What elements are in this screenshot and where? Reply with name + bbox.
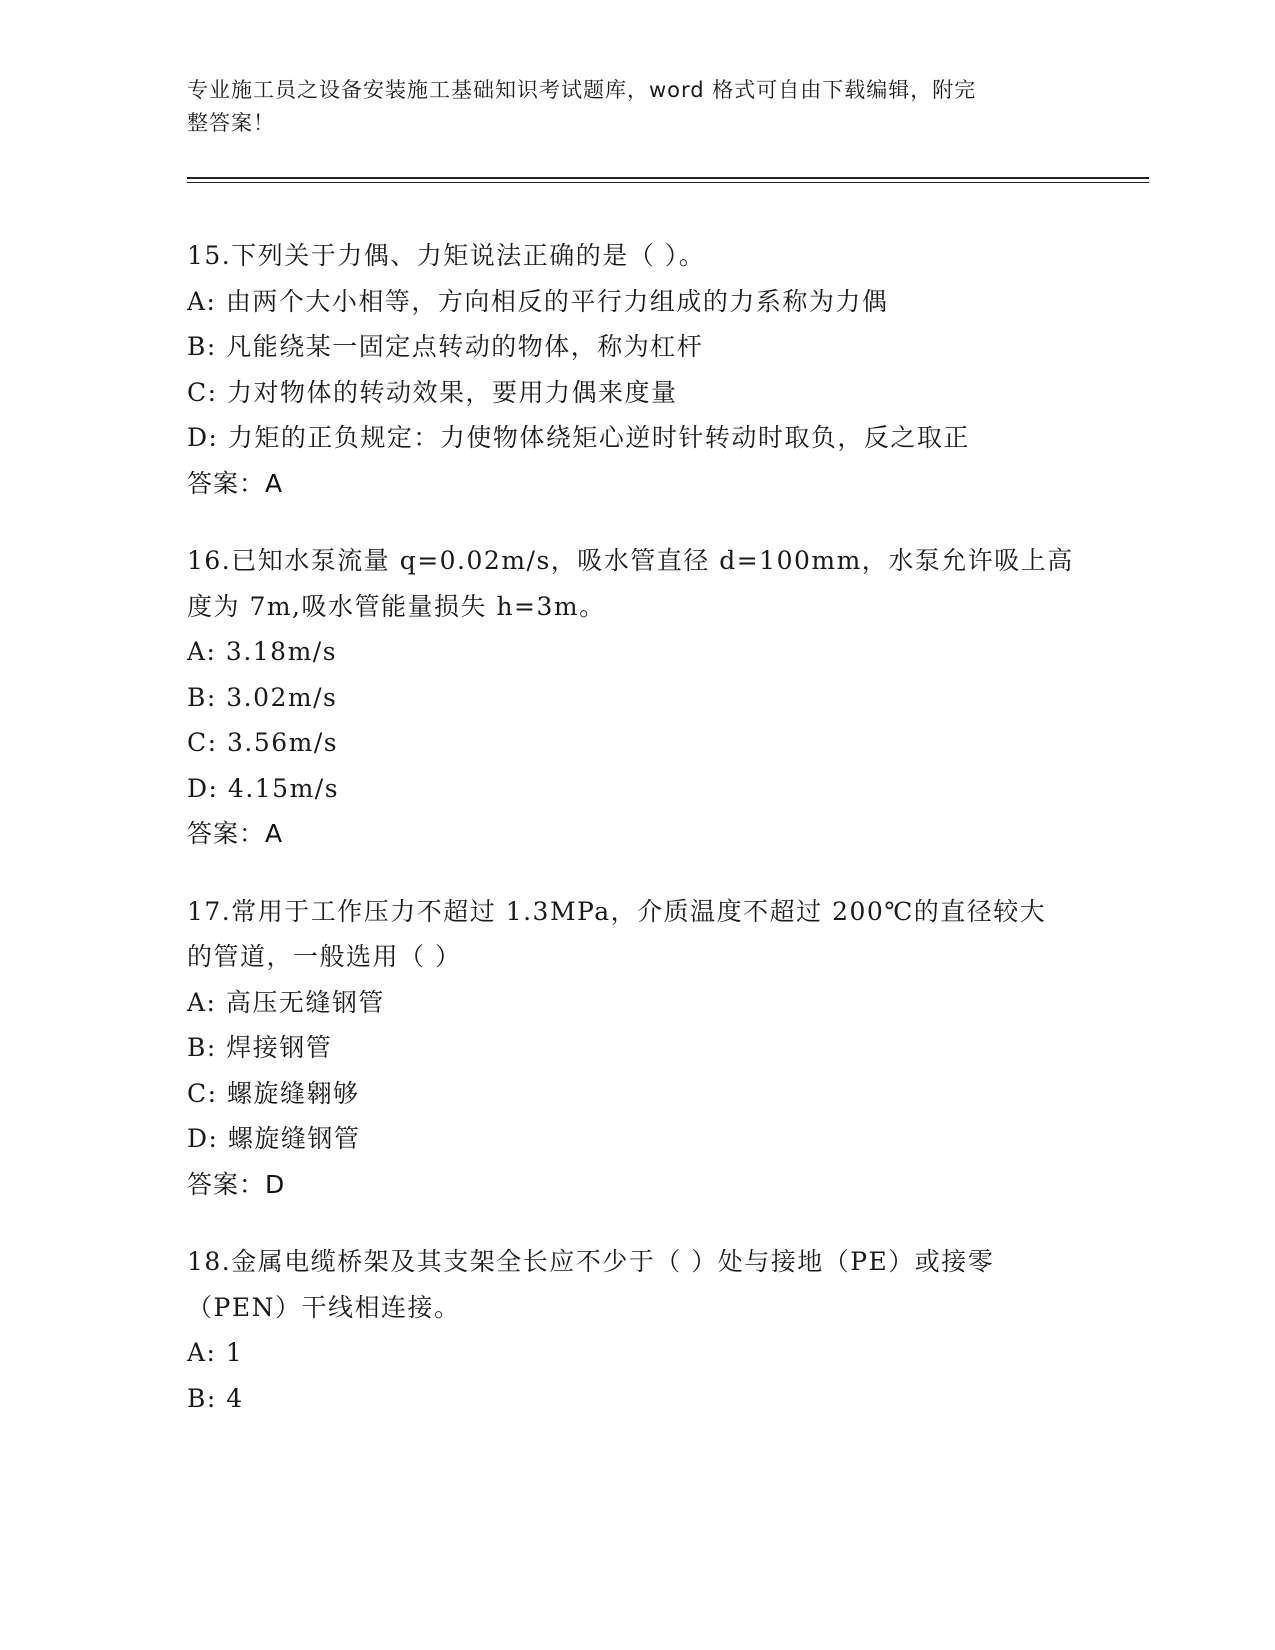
question-stem: 15.下列关于力偶、力矩说法正确的是（ ）。 xyxy=(187,241,706,270)
question-stem-line-2: （PEN）干线相连接。 xyxy=(187,1292,461,1322)
answer-line: 答案：A xyxy=(187,468,284,498)
option-a: A: 高压无缝钢管 xyxy=(187,987,385,1017)
option-b: B: 3.02m/s xyxy=(187,682,338,712)
question-stem-line-2: 的管道，一般选用（ ） xyxy=(187,942,462,971)
header-divider-thin xyxy=(187,182,1149,183)
header-line-1: 专业施工员之设备安装施工基础知识考试题库，word 格式可自由下载编辑，附完 xyxy=(187,78,977,102)
option-a: A: 1 xyxy=(187,1338,244,1367)
option-b: B: 4 xyxy=(187,1383,244,1413)
question-15 xyxy=(187,233,1087,506)
question-list xyxy=(187,233,1087,1453)
option-b: B: 凡能绕某一固定点转动的物体，称为杠杆 xyxy=(187,332,704,361)
question-stem-line-1: 18.金属电缆桥架及其支架全长应不少于（ ）处与接地（PE）或接零 xyxy=(187,1247,995,1276)
option-a: A: 3.18m/s xyxy=(187,637,338,666)
option-c: C: 螺旋缝翱够 xyxy=(187,1078,360,1108)
option-c: C: 3.56m/s xyxy=(187,728,339,757)
option-b: B: 焊接钢管 xyxy=(187,1033,333,1062)
question-stem-line-1: 17.常用于工作压力不超过 1.3MPa，介质温度不超过 200℃的直径较大 xyxy=(187,896,1047,926)
option-d: D: 4.15m/s xyxy=(187,773,340,803)
option-c: C: 力对物体的转动效果，要用力偶来度量 xyxy=(187,377,678,407)
answer-line: 答案：A xyxy=(187,819,284,848)
document-header xyxy=(187,74,1067,140)
option-d: D: 螺旋缝钢管 xyxy=(187,1124,361,1153)
header-divider-thick xyxy=(187,177,1149,179)
question-stem-line-2: 度为 7m,吸水管能量损失 h=3m。 xyxy=(187,591,606,621)
answer-line: 答案：D xyxy=(187,1169,286,1199)
question-stem-line-1: 16.已知水泵流量 q=0.02m/s，吸水管直径 d=100mm，水泵允许吸上高 xyxy=(187,546,1074,575)
option-a: A: 由两个大小相等，方向相反的平行力组成的力系称为力偶 xyxy=(187,286,889,316)
question-16 xyxy=(187,538,1087,857)
question-17 xyxy=(187,889,1087,1208)
question-18 xyxy=(187,1239,1087,1421)
option-d: D: 力矩的正负规定：力使物体绕矩心逆时针转动时取负，反之取正 xyxy=(187,423,970,452)
header-line-2: 整答案！ xyxy=(187,111,275,135)
